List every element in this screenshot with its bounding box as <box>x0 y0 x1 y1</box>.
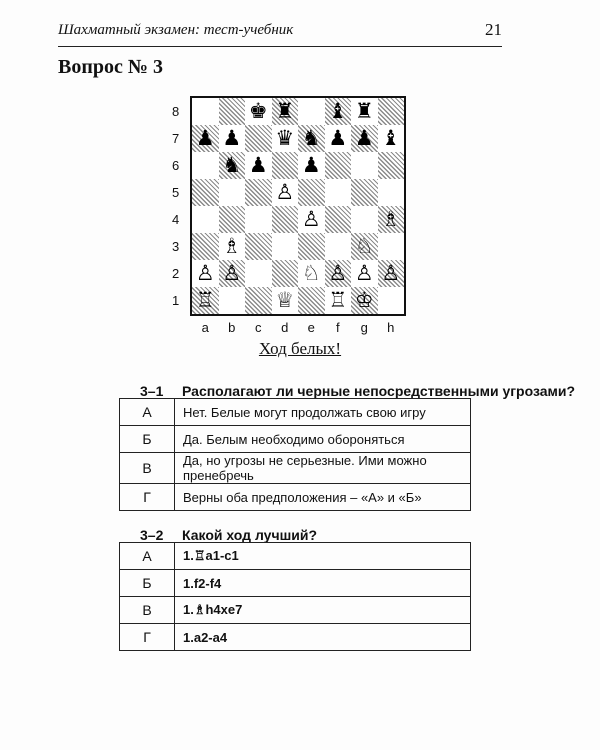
answer-text: Да, но угрозы не серьезные. Ими можно пренебречь <box>175 453 471 484</box>
question-3-1-header <box>140 383 575 399</box>
square-d3 <box>272 233 299 260</box>
chess-piece: ♟ <box>301 153 321 177</box>
square-d1 <box>272 287 299 314</box>
answer-row[interactable] <box>120 624 471 651</box>
square-c8 <box>245 98 272 125</box>
file-label: c <box>255 320 262 335</box>
answer-move: 1.♖a1-c1 <box>175 543 471 570</box>
square-h6 <box>378 152 405 179</box>
chess-piece: ♙ <box>275 180 295 204</box>
chess-piece: ♛ <box>275 126 295 150</box>
square-b8 <box>219 98 246 125</box>
square-a4 <box>192 206 219 233</box>
square-h5 <box>378 179 405 206</box>
square-d8 <box>272 98 299 125</box>
answer-letter: В <box>120 597 175 624</box>
answer-text: Нет. Белые могут продолжать свою игру <box>175 399 471 426</box>
square-f3 <box>325 233 352 260</box>
answer-letter: Б <box>120 426 175 453</box>
answers-table-3-1 <box>119 398 471 511</box>
file-label: d <box>281 320 289 335</box>
square-e6 <box>298 152 325 179</box>
square-e8 <box>298 98 325 125</box>
square-f6 <box>325 152 352 179</box>
square-e7 <box>298 125 325 152</box>
side-to-move: Ход белых! <box>258 339 342 358</box>
answer-text: Верны оба предположения – «А» и «Б» <box>175 484 471 511</box>
square-g3 <box>351 233 378 260</box>
answer-row[interactable] <box>120 570 471 597</box>
chess-piece: ♘ <box>301 261 321 285</box>
answer-move: 1.a2-a4 <box>175 624 471 651</box>
rank-label: 3 <box>172 239 180 254</box>
square-f5 <box>325 179 352 206</box>
chess-piece: ♖ <box>195 288 215 312</box>
chess-piece: ♕ <box>275 288 295 312</box>
answer-text: Да. Белым необходимо обороняться <box>175 426 471 453</box>
rank-label: 8 <box>172 104 180 119</box>
square-c1 <box>245 287 272 314</box>
answer-letter: А <box>120 399 175 426</box>
file-label: h <box>387 320 395 335</box>
chess-piece: ♙ <box>222 261 242 285</box>
rank-label: 2 <box>172 266 180 281</box>
square-b3 <box>219 233 246 260</box>
chess-piece: ♙ <box>381 261 401 285</box>
square-g8 <box>351 98 378 125</box>
running-title: Шахматный экзамен: тест-учебник <box>58 22 294 38</box>
square-g5 <box>351 179 378 206</box>
rank-label: 5 <box>172 185 180 200</box>
chess-piece: ♙ <box>328 261 348 285</box>
rank-label: 1 <box>172 293 180 308</box>
chess-piece: ♙ <box>301 207 321 231</box>
answer-move: 1.♗h4xe7 <box>175 597 471 624</box>
square-g7 <box>351 125 378 152</box>
rank-labels <box>172 98 184 314</box>
square-e3 <box>298 233 325 260</box>
square-a3 <box>192 233 219 260</box>
square-f7 <box>325 125 352 152</box>
square-c4 <box>245 206 272 233</box>
square-e2 <box>298 260 325 287</box>
square-d2 <box>272 260 299 287</box>
answer-move: 1.f2-f4 <box>175 570 471 597</box>
question-number: 3–1 <box>140 383 164 399</box>
square-g4 <box>351 206 378 233</box>
square-b5 <box>219 179 246 206</box>
chess-piece: ♞ <box>222 153 242 177</box>
square-h2 <box>378 260 405 287</box>
answers-table-3-2 <box>119 542 471 651</box>
square-c5 <box>245 179 272 206</box>
square-a6 <box>192 152 219 179</box>
square-b4 <box>219 206 246 233</box>
square-h7 <box>378 125 405 152</box>
rank-label: 7 <box>172 131 180 146</box>
chess-board <box>190 96 406 316</box>
square-g2 <box>351 260 378 287</box>
chess-piece: ♗ <box>222 234 242 258</box>
question-3-2-header <box>140 527 317 543</box>
square-b7 <box>219 125 246 152</box>
square-h4 <box>378 206 405 233</box>
square-f8 <box>325 98 352 125</box>
square-a7 <box>192 125 219 152</box>
chess-piece: ♚ <box>248 99 268 123</box>
file-label: g <box>360 320 368 335</box>
answer-row[interactable] <box>120 426 471 453</box>
file-label: e <box>307 320 315 335</box>
square-f4 <box>325 206 352 233</box>
chess-piece: ♗ <box>381 207 401 231</box>
square-d4 <box>272 206 299 233</box>
square-h1 <box>378 287 405 314</box>
question-number: 3–2 <box>140 527 164 543</box>
chess-piece: ♘ <box>354 234 374 258</box>
square-d6 <box>272 152 299 179</box>
square-b6 <box>219 152 246 179</box>
square-e1 <box>298 287 325 314</box>
chess-piece: ♟ <box>354 126 374 150</box>
question-text: Располагают ли черные непосредственными угрозами? <box>182 383 576 399</box>
answer-row[interactable] <box>120 484 471 511</box>
question-text: Какой ход лучший? <box>182 527 318 543</box>
square-c3 <box>245 233 272 260</box>
chess-piece: ♔ <box>354 288 374 312</box>
square-g1 <box>351 287 378 314</box>
rank-label: 6 <box>172 158 180 173</box>
answer-letter: А <box>120 543 175 570</box>
square-d7 <box>272 125 299 152</box>
square-f2 <box>325 260 352 287</box>
square-d5 <box>272 179 299 206</box>
answer-row[interactable] <box>120 453 471 484</box>
square-c2 <box>245 260 272 287</box>
square-a1 <box>192 287 219 314</box>
chess-piece: ♞ <box>301 126 321 150</box>
chess-piece: ♝ <box>328 99 348 123</box>
file-label: b <box>228 320 236 335</box>
answer-row[interactable] <box>120 543 471 570</box>
chess-piece: ♟ <box>222 126 242 150</box>
square-a2 <box>192 260 219 287</box>
page-number: 21 <box>485 20 502 39</box>
file-label: a <box>201 320 209 335</box>
chess-piece: ♝ <box>381 126 401 150</box>
answer-letter: В <box>120 453 175 484</box>
square-h8 <box>378 98 405 125</box>
chess-piece: ♟ <box>328 126 348 150</box>
rank-label: 4 <box>172 212 180 227</box>
chess-piece: ♙ <box>354 261 374 285</box>
square-c6 <box>245 152 272 179</box>
square-f1 <box>325 287 352 314</box>
chess-piece: ♜ <box>275 99 295 123</box>
chess-piece: ♟ <box>248 153 268 177</box>
chess-piece: ♙ <box>195 261 215 285</box>
square-a5 <box>192 179 219 206</box>
square-b2 <box>219 260 246 287</box>
question-title: Вопрос № 3 <box>58 56 163 78</box>
chess-piece: ♖ <box>328 288 348 312</box>
file-labels <box>192 320 404 335</box>
square-e4 <box>298 206 325 233</box>
answer-letter: Б <box>120 570 175 597</box>
square-a8 <box>192 98 219 125</box>
file-label: f <box>335 320 340 335</box>
chess-piece: ♜ <box>354 99 374 123</box>
chess-piece: ♟ <box>195 126 215 150</box>
square-c7 <box>245 125 272 152</box>
square-g6 <box>351 152 378 179</box>
answer-letter: Г <box>120 484 175 511</box>
page-header <box>58 20 502 47</box>
answer-letter: Г <box>120 624 175 651</box>
square-h3 <box>378 233 405 260</box>
square-b1 <box>219 287 246 314</box>
square-e5 <box>298 179 325 206</box>
answer-row[interactable] <box>120 399 471 426</box>
answer-row[interactable] <box>120 597 471 624</box>
